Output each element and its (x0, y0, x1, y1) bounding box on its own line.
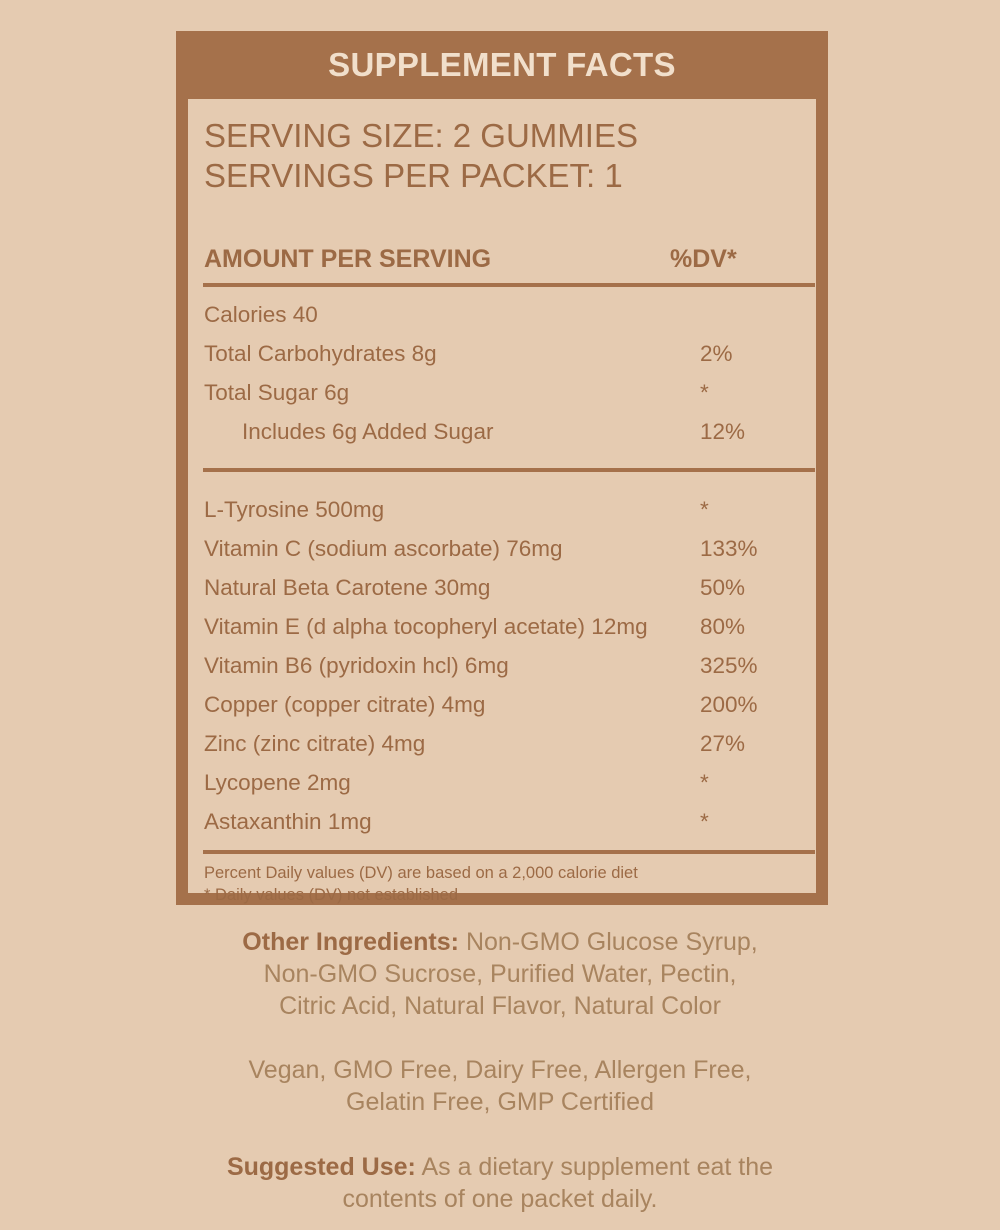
nutrient-label: Calories 40 (204, 302, 318, 327)
dietary-claims (0, 1054, 1000, 1118)
ingredient-label: Astaxanthin 1mg (204, 809, 372, 834)
ingredient-row (204, 531, 804, 567)
ingredient-dv: 80% (700, 614, 746, 639)
ingredient-dv: 50% (700, 575, 746, 600)
nutrient-dv: * (700, 380, 709, 405)
nutrient-row (204, 414, 804, 450)
ingredient-label: Zinc (zinc citrate) 4mg (204, 731, 426, 756)
footnote-dv-basis: Percent Daily values (DV) are based on a 2,000 calorie diet (204, 864, 638, 882)
suggested-use-text: As a dietary supplement eat the (421, 1153, 774, 1181)
dietary-claims-text: Gelatin Free, GMP Certified (346, 1088, 654, 1116)
footnote-not-established: * Daily values (DV) not established (204, 886, 459, 904)
ingredient-row (204, 726, 804, 762)
ingredient-row (204, 804, 804, 840)
serving-size: SERVING SIZE: 2 GUMMIES (204, 117, 638, 154)
ingredient-label: Copper (copper citrate) 4mg (204, 692, 486, 717)
amount-per-serving-header: AMOUNT PER SERVING (204, 245, 492, 273)
nutrient-label: Total Carbohydrates 8g (204, 341, 437, 366)
dietary-claims-text: Vegan, GMO Free, Dairy Free, Allergen Free, (248, 1056, 752, 1084)
ingredient-label: Vitamin C (sodium ascorbate) 76mg (204, 536, 563, 561)
suggested-use-line (0, 1151, 1000, 1183)
ingredient-row (204, 765, 804, 801)
ingredient-dv: 200% (700, 692, 758, 717)
ingredient-dv: 27% (700, 731, 746, 756)
nutrient-dv: 2% (700, 341, 733, 366)
nutrient-label: Total Sugar 6g (204, 380, 350, 405)
divider (203, 468, 815, 472)
panel-title: SUPPLEMENT FACTS (328, 46, 676, 83)
servings-per-packet: SERVINGS PER PACKET: 1 (204, 157, 623, 194)
suggested-use-heading: Suggested Use: (226, 1153, 416, 1181)
nutrient-row (204, 297, 804, 333)
ingredient-dv: * (700, 497, 709, 522)
other-ingredients-text: Non-GMO Sucrose, Purified Water, Pectin, (263, 960, 737, 988)
ingredient-row (204, 648, 804, 684)
ingredient-label: Natural Beta Carotene 30mg (204, 575, 491, 600)
other-ingredients-text: Citric Acid, Natural Flavor, Natural Color (279, 992, 721, 1020)
ingredient-row (204, 570, 804, 606)
other-ingredients-line (0, 926, 1000, 958)
ingredient-dv: * (700, 770, 709, 795)
ingredient-row (204, 492, 804, 528)
other-ingredients-text: Non-GMO Glucose Syrup, (465, 928, 758, 956)
divider (203, 283, 815, 287)
suggested-use-text: contents of one packet daily. (342, 1185, 658, 1213)
ingredient-label: Vitamin B6 (pyridoxin hcl) 6mg (204, 653, 509, 678)
suggested-use (0, 1151, 1000, 1215)
ingredient-row (204, 609, 804, 645)
nutrient-label: Includes 6g Added Sugar (242, 419, 494, 444)
ingredient-label: Vitamin E (d alpha tocopheryl acetate) 12mg (204, 614, 648, 639)
other-ingredients-heading: Other Ingredients: (242, 928, 459, 956)
ingredient-label: L-Tyrosine 500mg (204, 497, 385, 522)
divider (203, 850, 815, 854)
nutrient-row (204, 375, 804, 411)
other-ingredients (0, 926, 1000, 1022)
ingredient-label: Lycopene 2mg (204, 770, 351, 795)
nutrient-dv: 12% (700, 419, 746, 444)
facts-table (188, 99, 816, 904)
nutrient-row (204, 336, 804, 372)
ingredient-dv: 133% (700, 536, 758, 561)
ingredient-row (204, 687, 804, 723)
ingredient-dv: * (700, 809, 709, 834)
dv-header: %DV* (670, 245, 737, 273)
ingredient-dv: 325% (700, 653, 758, 678)
supplement-facts-panel (176, 31, 828, 905)
